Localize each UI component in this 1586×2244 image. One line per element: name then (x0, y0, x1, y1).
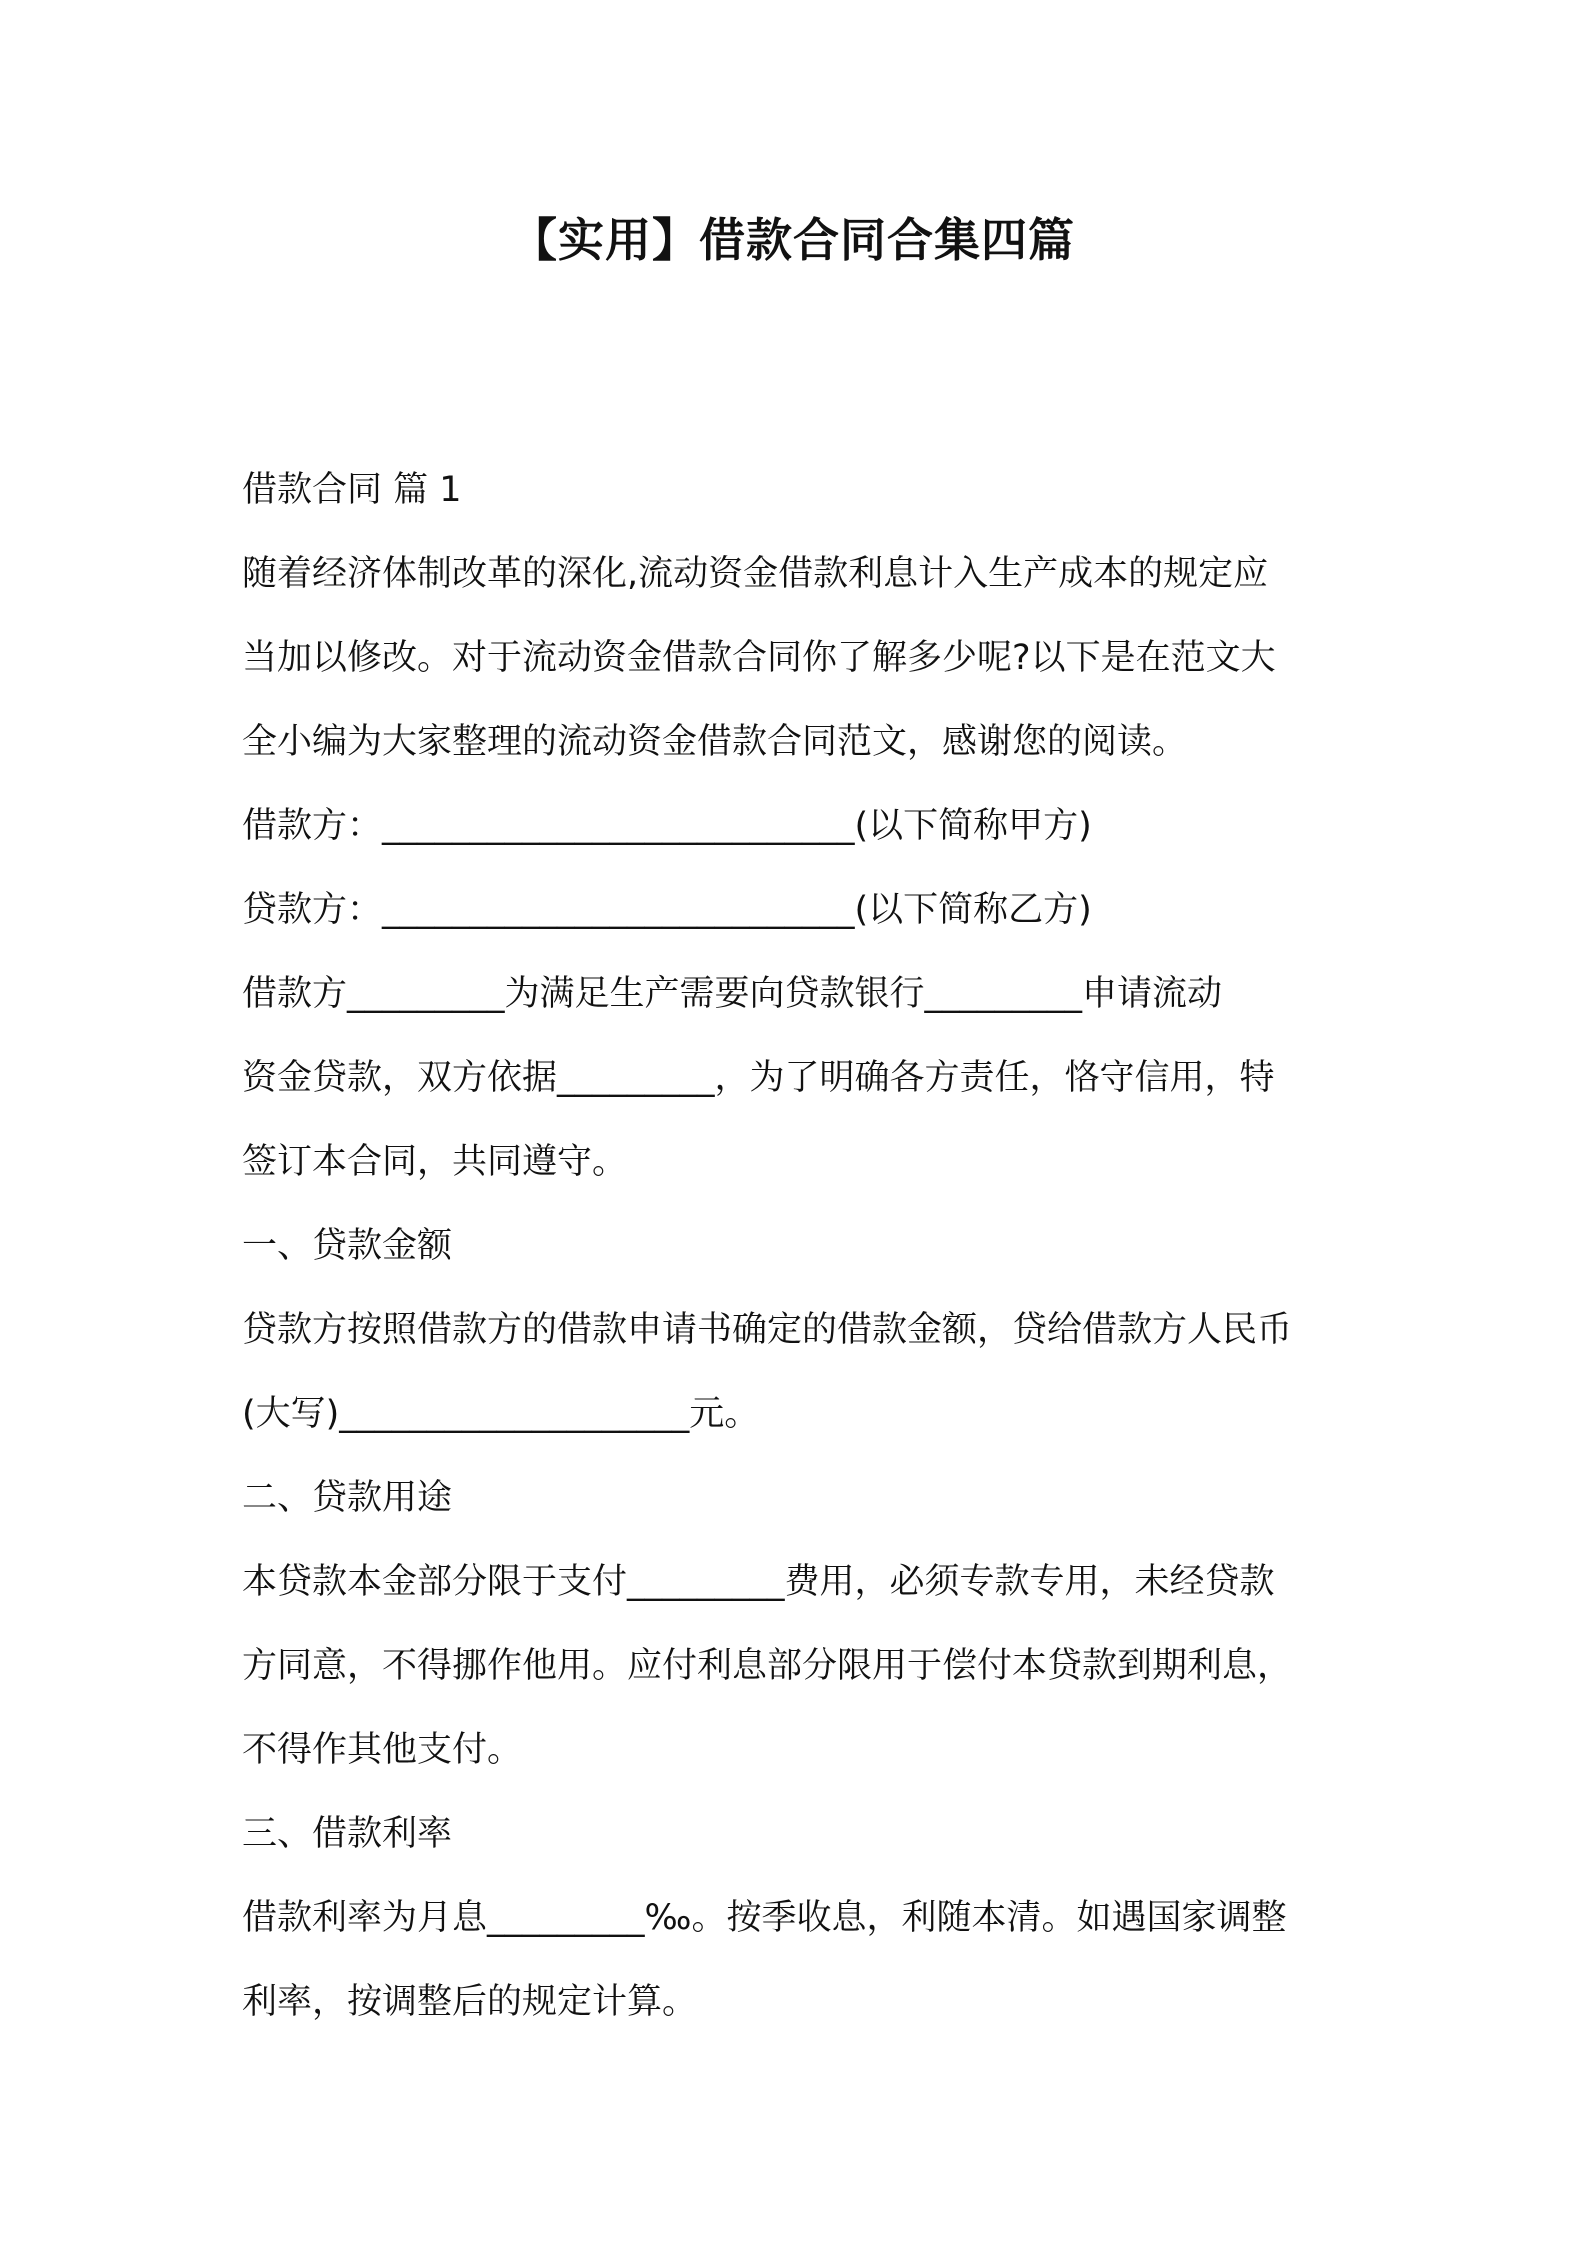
loan-amount-paragraph-line: (大写)____________________元。 (242, 1394, 760, 1434)
borrower-line: 借款方：___________________________(以下简称甲方) (242, 806, 1092, 846)
clause-heading-interest-rate: 三、借款利率 (242, 1814, 453, 1854)
section-heading-part-1: 借款合同 篇 1 (242, 470, 462, 510)
preamble-paragraph-line: 资金贷款，双方依据_________，为了明确各方责任，恪守信用，特 (242, 1058, 1275, 1098)
loan-purpose-paragraph-line: 方同意，不得挪作他用。应付利息部分限用于偿付本贷款到期利息， (242, 1646, 1293, 1686)
lender-line: 贷款方：___________________________(以下简称乙方) (242, 890, 1092, 930)
preamble-paragraph-line: 签订本合同，共同遵守。 (242, 1142, 628, 1182)
clause-heading-loan-purpose: 二、贷款用途 (242, 1478, 453, 1518)
document-body (242, 448, 1362, 2044)
interest-rate-paragraph-line: 借款利率为月息_________‰。按季收息，利随本清。如遇国家调整 (242, 1898, 1287, 1938)
intro-paragraph-line: 全小编为大家整理的流动资金借款合同范文，感谢您的阅读。 (242, 722, 1188, 762)
loan-amount-paragraph-line: 贷款方按照借款方的借款申请书确定的借款金额，贷给借款方人民币 (242, 1310, 1293, 1350)
interest-rate-paragraph-line: 利率，按调整后的规定计算。 (242, 1982, 698, 2022)
loan-purpose-paragraph-line: 不得作其他支付。 (242, 1730, 523, 1770)
intro-paragraph-line: 随着经济体制改革的深化,流动资金借款利息计入生产成本的规定应 (242, 554, 1269, 594)
intro-paragraph-line: 当加以修改。对于流动资金借款合同你了解多少呢?以下是在范文大 (242, 638, 1276, 678)
preamble-paragraph-line: 借款方_________为满足生产需要向贷款银行_________申请流动 (242, 974, 1223, 1014)
document-title: 【实用】借款合同合集四篇 (511, 213, 1075, 267)
loan-purpose-paragraph-line: 本贷款本金部分限于支付_________费用，必须专款专用，未经贷款 (242, 1562, 1275, 1602)
clause-heading-loan-amount: 一、贷款金额 (242, 1226, 453, 1266)
